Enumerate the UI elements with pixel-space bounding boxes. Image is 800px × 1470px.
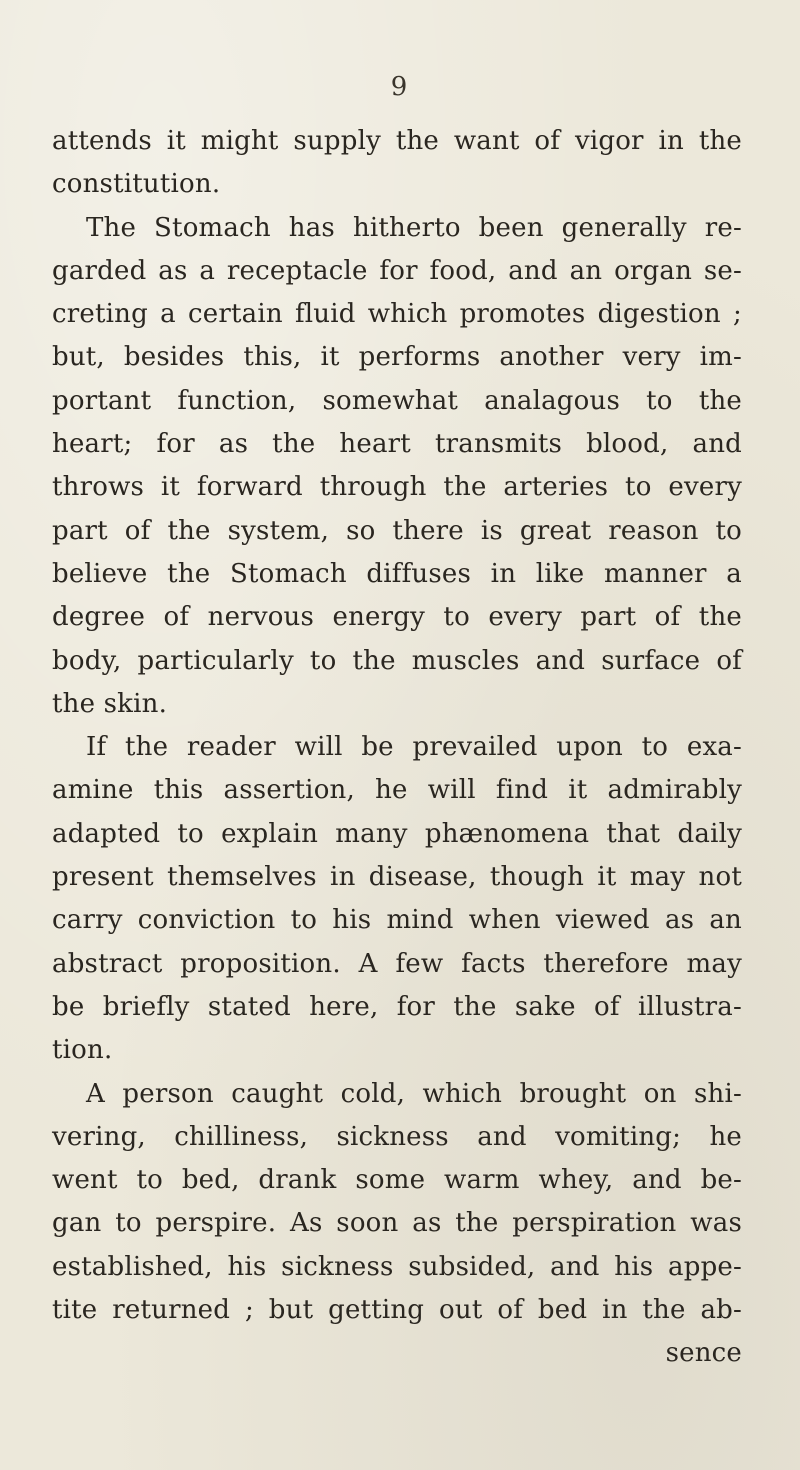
text-line: creting a certain fluid which promotes digestion ; [52,299,742,330]
text-line: heart; for as the heart transmits blood, and [52,429,742,460]
text-line: degree of nervous energy to every part of the [52,602,742,633]
text-line: be briefly stated here, for the sake of illustra- [52,991,742,1022]
text-line: A person caught cold, which brought on shi- [86,1078,742,1109]
text-line: part of the system, so there is great reason to [52,515,742,546]
text-line: body, particularly to the muscles and surface of [52,645,742,676]
text-line: The Stomach has hitherto been generally re- [86,212,742,243]
text-line: abstract proposition. A few facts therefore may [52,948,742,979]
text-line: portant function, somewhat analagous to the [52,385,742,416]
text-line: carry conviction to his mind when viewed as an [52,905,742,936]
text-line: vering, chilliness, sickness and vomiting; he [52,1121,742,1152]
text-line: attends it might supply the want of vigor in the [52,126,742,156]
text-line: established, his sickness subsided, and his appe- [52,1251,742,1282]
text-line: garded as a receptacle for food, and an organ se- [52,255,742,286]
text-line: tite returned ; but getting out of bed in the ab- [52,1295,742,1326]
text-line: throws it forward through the arteries to every [52,472,742,503]
text-line: believe the Stomach diffuses in like manner a [52,558,742,589]
text-line: the skin. [52,688,168,719]
text-line: gan to perspire. As soon as the perspiration was [52,1208,742,1239]
text-line: constitution. [52,169,221,200]
body-text [52,120,742,1376]
text-line: If the reader will be prevailed upon to exa- [86,732,742,763]
text-line: present themselves in disease, though it may not [52,862,742,893]
catchword: sence [665,1338,742,1369]
page-number: 9 [390,72,408,102]
text-line: but, besides this, it performs another very im- [52,342,742,373]
text-line: amine this assertion, he will find it admirably [52,775,742,806]
text-line: adapted to explain many phænomena that daily [52,818,742,849]
text-line: tion. [52,1035,113,1066]
text-line: went to bed, drank some warm whey, and be- [52,1165,742,1196]
